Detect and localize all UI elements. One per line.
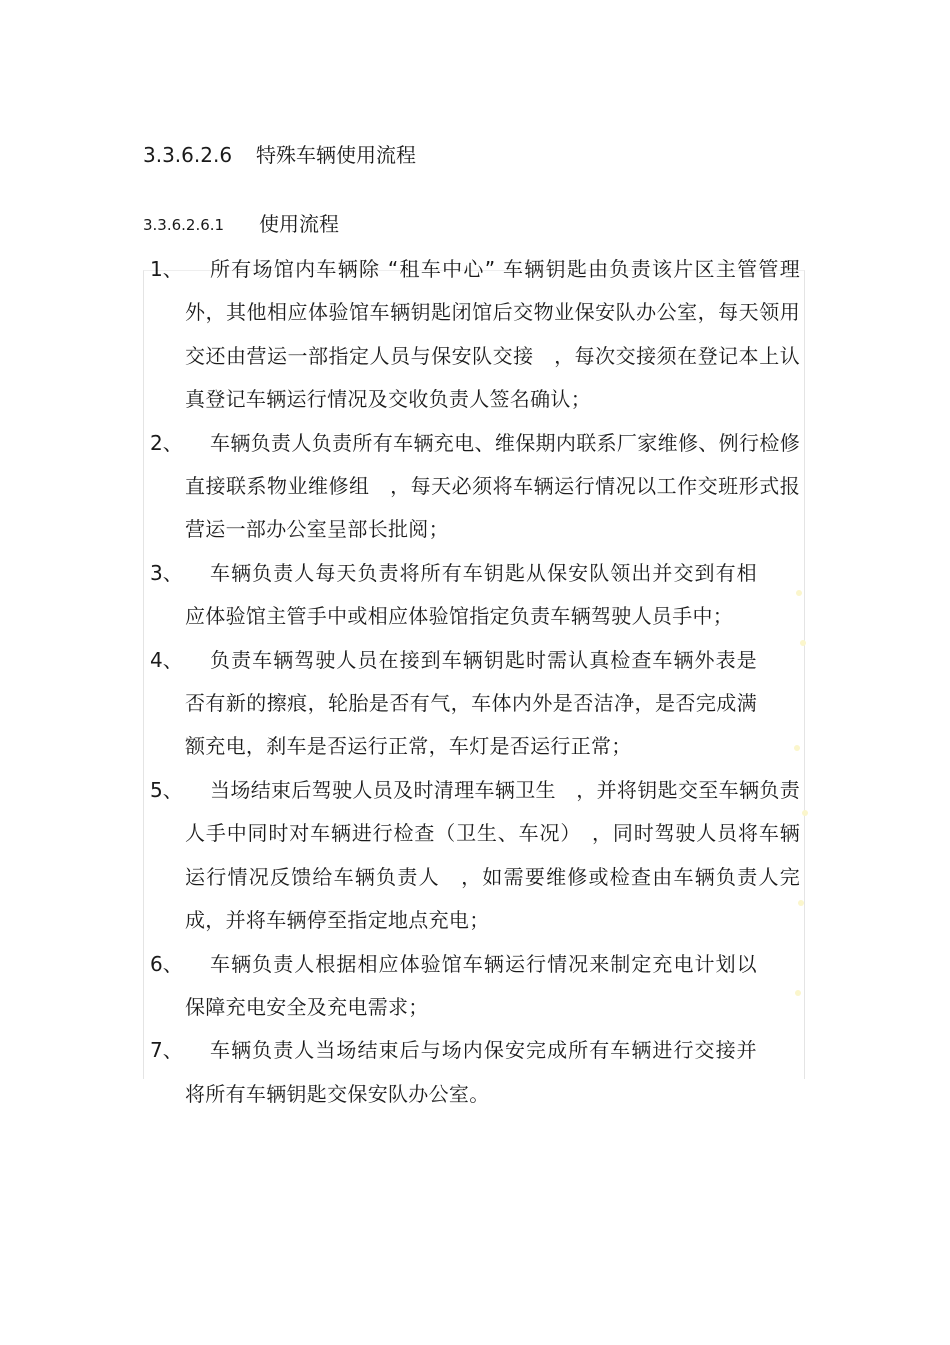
subsection-title: 使用流程: [259, 212, 339, 236]
list-item: [150, 552, 800, 639]
list-item-text: 车辆负责人负责所有车辆充电、维保期内联系厂家维修、例行检修直接联系物业维修组 ，每天必须将车辆运行情况以工作交班形式报营运一部办公室呈部长批阅；: [185, 430, 800, 542]
list-item-marker: 5、: [150, 777, 183, 802]
list-item-marker: 7、: [150, 1038, 183, 1063]
section-title: 特殊车辆使用流程: [256, 143, 416, 167]
list-item-text: 车辆负责人当场结束后与场内保安完成所有车辆进行交接并将所有车辆钥匙交保安队办公室。: [185, 1038, 757, 1106]
list-item-marker: 6、: [150, 951, 183, 976]
subsection-heading: [143, 211, 339, 238]
list-item-marker: 3、: [150, 560, 183, 585]
list-item: [150, 639, 800, 769]
list-item-marker: 2、: [150, 430, 183, 455]
list-item-text: 所有场馆内车辆除 “租车中心” 车辆钥匙由负责该片区主管管理外，其他相应体验馆车辆钥匙闭馆后交物业保安队办公室，每天领用交还由营运一部指定人员与保安队交接 ，每次交接须在登记本上认真登记车辆运行情况及交收负责人签名确认；: [185, 257, 800, 412]
section-number: 3.3.6.2.6: [143, 143, 233, 167]
procedure-list: [150, 248, 800, 1116]
list-item: [150, 422, 800, 552]
list-item-text: 当场结束后驾驶人员及时清理车辆卫生 ，并将钥匙交至车辆负责人手中同时对车辆进行检查（卫生、车况） ，同时驾驶人员将车辆运行情况反馈给车辆负责人 ，如需要维修或检查由车辆负责人完成，并将车辆停至指定地点充电；: [185, 777, 800, 933]
list-item: [150, 248, 800, 422]
list-item-marker: 4、: [150, 647, 183, 672]
list-item: [150, 943, 800, 1030]
list-item-text: 车辆负责人根据相应体验馆车辆运行情况来制定充电计划以保障充电安全及充电需求；: [185, 951, 757, 1019]
subsection-number: 3.3.6.2.6.1: [143, 216, 225, 234]
list-item: [150, 1029, 800, 1116]
list-item-text: 车辆负责人每天负责将所有车钥匙从保安队领出并交到有相应体验馆主管手中或相应体验馆指定负责车辆驾驶人员手中；: [185, 560, 757, 629]
list-item-marker: 1、: [150, 257, 183, 281]
list-item-text: 负责车辆驾驶人员在接到车辆钥匙时需认真检查车辆外表是否有新的擦痕，轮胎是否有气，车体内外是否洁净，是否完成满额充电，刹车是否运行正常，车灯是否运行正常；: [185, 647, 757, 759]
list-item: [150, 769, 800, 943]
section-heading: [143, 142, 416, 168]
